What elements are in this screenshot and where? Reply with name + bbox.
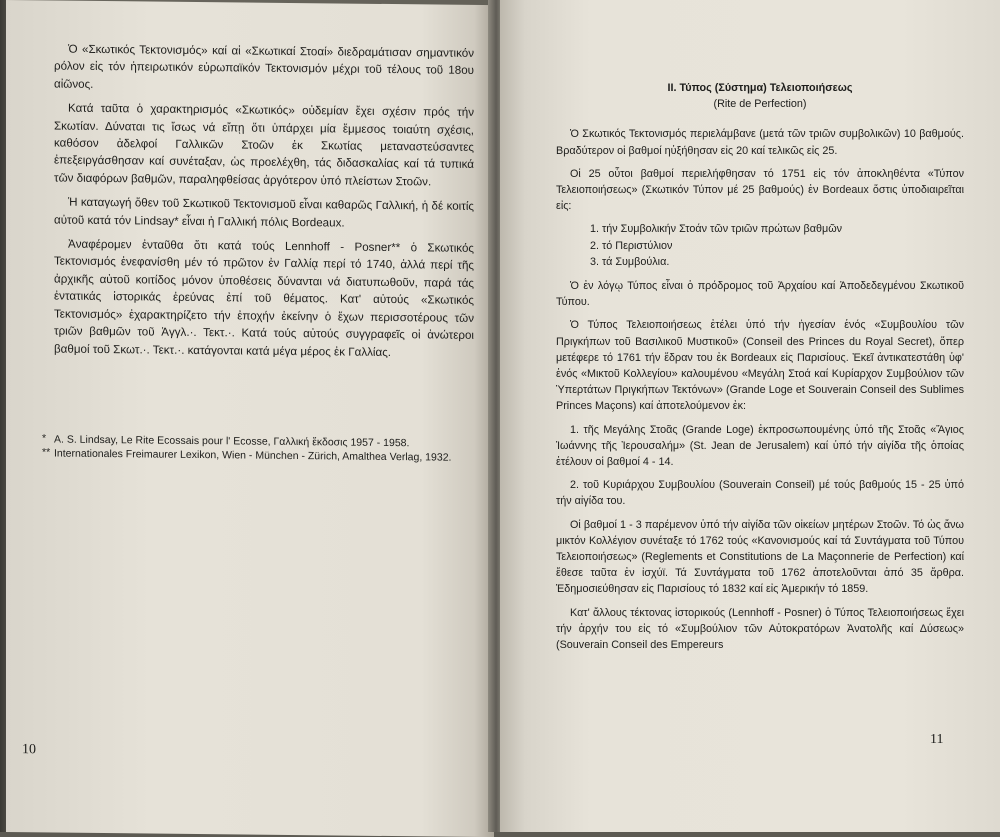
list-item: 1. τήν Συμβολικήν Στοάν τῶν τριῶν πρώτων βαθμῶν: [590, 223, 843, 236]
footnotes: [42, 432, 472, 465]
list-item: 3. τά Συμβούλια.: [590, 255, 670, 268]
subdivision-list: [556, 221, 964, 270]
right-paragraph-6: 2. τοῦ Κυριάρχου Συμβουλίου (Souverain Conseil) μέ τούς βαθμούς 15 - 25 ὑπό τήν αἰγίδα του.: [556, 479, 964, 508]
page-number-right: 11: [930, 732, 944, 747]
right-paragraph-4: Ὁ Τύπος Τελειοποιήσεως ἐτέλει ὑπό τήν ἡγεσίαν ἑνός «Συμβουλίου τῶν Πριγκήπων τοῦ Βασιλικοῦ Μυστικοῦ» (Conseil des Princes du Royal Secret), ὅπερ μετέφερε τό 1761 τήν ἕδραν του ἐκ Bordeaux εἰς Παρισίους. Ἐκεῖ ἀντικατεστάθη ὑφ' ἑνός «Μικτοῦ Κολλεγίου» καλουμένου «Μεγάλη Στοά καί Κυρίαρχον Συμβούλιον τῶν Ὑπερτάτων Πριγκήπων Τεκτόνων» (Grande Loge et Souverain Conseil des Sublimes Princes Maçons) καί ἀποτελούμενον ἐκ:: [556, 319, 964, 413]
footnote-text: A. S. Lindsay, Le Rite Ecossais pour l' Ecosse, Γαλλική ἔκδοσις 1957 - 1958.: [54, 433, 410, 450]
right-paragraph-2: Οἱ 25 οὗτοι βαθμοί περιελήφθησαν τό 1751 εἰς τόν ἀποκληθέντα «Τύπον Τελειοποιήσεως» (Σκωτικόν Τύπον μέ 25 βαθμούς) ἐν Bordeaux ὅστις ὑποδιαιρεῖται εἰς:: [556, 167, 964, 213]
left-paragraph-1: Ὁ «Σκωτικός Τεκτονισμός» καί αἱ «Σκωτικαί Στοαί» διεδραμάτισαν σημαντικόν ρόλον εἰς τόν ἠπειρωτικόν εὐρωπαϊκόν Τεκτονισμόν μέχρι τοῦ τέλους τοῦ 18ου αἰῶνος.: [54, 42, 474, 91]
right-paragraph-1: Ὁ Σκωτικός Τεκτονισμός περιελάμβανε (μετά τῶν τριῶν συμβολικῶν) 10 βαθμούς. Βραδύτερον οἱ βαθμοί ηὐξήθησαν εἰς 20 καί τελικῶς εἰς 25.: [556, 128, 964, 157]
left-paragraph-3: Ἡ καταγωγή ὅθεν τοῦ Σκωτικοῦ Τεκτονισμοῦ εἶναι καθαρῶς Γαλλική, ἡ δέ κοιτίς αὐτοῦ κατά τόν Lindsay* εἶναι ἡ Γαλλική πόλις Bordeaux.: [54, 195, 474, 230]
section-subtitle: (Rite de Perfection): [713, 98, 807, 111]
footnote-mark: *: [42, 432, 47, 445]
section-title: II. Τύπος (Σύστημα) Τελειοποιήσεως: [667, 82, 853, 94]
left-paragraph-4: Ἀναφέρομεν ἐνταῦθα ὅτι κατά τούς Lennhoff - Posner** ὁ Σκωτικός Τεκτονισμός ἐνεφανίσθη μέν τό πρῶτον ἐν Γαλλίᾳ περί τό 1740, ἀλλά περί τῆς ἀρχικῆς αὐτοῦ κοιτίδος μόνον ὑποθέσεις δύνανται νά διατυπωθοῦν, παρά τάς ἐντατικάς ἱστορικάς ἐρεύνας ἐπί τοῦ θέματος. Κατ' αὐτούς «Σκωτικός Τεκτονισμός» ἐχαρακτηρίζετο τήν ἐποχήν ἐκείνην ὁ ἔχων περισσοτέρους τῶν τριῶν βαθμῶν τοῦ Ἀγγλ.·. Τεκτ.·. Κατά τούς αὐτούς συγγραφεῖς οἱ ἀνώτεροι βαθμοί τοῦ Σκωτ.·. Τεκτ.·. κατάγονται κατά μέγα μέρος ἐκ Γαλλίας.: [54, 237, 474, 359]
right-page-body: [556, 80, 964, 660]
section-heading: [556, 80, 964, 112]
footnote-text: Internationales Freimaurer Lexikon, Wien - München - Zürich, Amalthea Verlag, 1932.: [54, 447, 452, 465]
left-page-body: [54, 41, 474, 369]
footnote-mark: **: [42, 446, 51, 459]
page-number-left: 10: [22, 742, 36, 758]
left-paragraph-2: Κατά ταῦτα ὁ χαρακτηρισμός «Σκωτικός» οὐδεμίαν ἔχει σχέσιν πρός τήν Σκωτίαν. Δύναται τις ἴσως νά εἴπῃ ὅτι ὑπάρχει μία ἔμμεσος τοιαύτη σχέσις, καθόσον ἀδελφοί Γαλλικῶν Στοῶν ἐκ Σκωτίας μεταναστεύσαντες ἐπεξειργάσθησαν καί συνέταξαν, ὡς προελέχθη, τάς διδασκαλίας καί τά τυπικά τῶν διαφόρων βαθμῶν, παραληφθείσας ἀργότερον ὑπό πλείστων Στοῶν.: [54, 101, 474, 189]
left-page: [6, 0, 494, 837]
list-item: 2. τό Περιστύλιον: [590, 239, 673, 252]
right-paragraph-8: Κατ' ἄλλους τέκτονας ἱστορικούς (Lennhoff - Posner) ὁ Τύπος Τελειοποιήσεως ἔχει τήν ἀρχήν του εἰς τό «Συμβούλιον τῶν Αὐτοκρατόρων Ἀνατολῆς καί Δύσεως» (Souverain Conseil des Empereurs: [556, 606, 964, 652]
right-paragraph-5: 1. τῆς Μεγάλης Στοᾶς (Grande Loge) ἐκπροσωπουμένης ὑπό τῆς Στοᾶς «Ἅγιος Ἰωάννης τῆς Ἱερουσαλήμ» (St. Jean de Jerusalem) καί ὑπό τήν αἰγίδα τῆς ὁποίας ἐτέλουν οἱ βαθμοί 4 - 14.: [556, 423, 964, 469]
right-paragraph-7: Οἱ βαθμοί 1 - 3 παρέμενον ὑπό τήν αἰγίδα τῶν οἰκείων μητέρων Στοῶν. Τό ὡς ἄνω μικτόν Κολλέγιον συνέταξε τό 1762 τούς «Κανονισμούς καί τά Συντάγματα τοῦ Τύπου Τελειοποιήσεως» (Reglements et Constitutions de La Maçonnerie de Perfection) καί ἔθεσε ταῦτα ἐν ἰσχύϊ. Τά Συντάγματα τοῦ 1762 ἀποτελοῦνται ἀπό 35 ἄρθρα. Ἐδημοσιεύθησαν εἰς Παρισίους τό 1832 καί εἰς Ἀμερικήν τό 1859.: [556, 518, 964, 596]
right-paragraph-3: Ὁ ἐν λόγῳ Τύπος εἶναι ὁ πρόδρομος τοῦ Ἀρχαίου καί Ἀποδεδεγμένου Σκωτικοῦ Τύπου.: [556, 280, 964, 309]
